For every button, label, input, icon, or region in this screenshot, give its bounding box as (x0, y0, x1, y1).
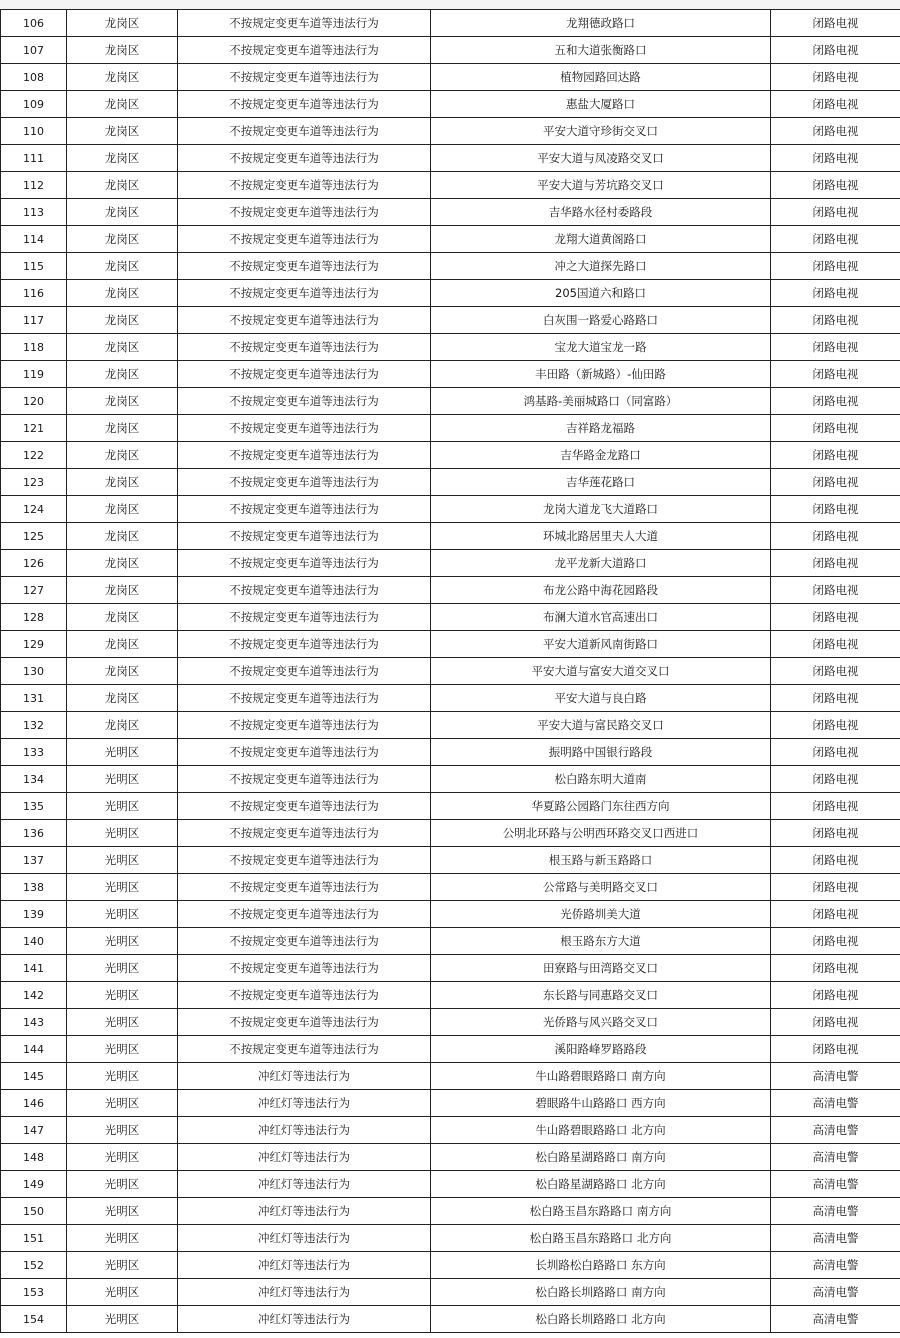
location-cell: 光侨路与风兴路交叉口 (431, 1009, 771, 1036)
table-row (1, 739, 900, 766)
district-cell: 光明区 (67, 1036, 178, 1063)
location-cell: 碧眼路牛山路路口 西方向 (431, 1090, 771, 1117)
violation-cell: 不按规定变更车道等违法行为 (178, 469, 431, 496)
row-number: 147 (1, 1117, 67, 1144)
table-row (1, 1306, 900, 1333)
table-row (1, 1171, 900, 1198)
row-number: 145 (1, 1063, 67, 1090)
location-cell: 205国道六和路口 (431, 280, 771, 307)
row-number: 118 (1, 334, 67, 361)
table-row (1, 1279, 900, 1306)
row-number: 122 (1, 442, 67, 469)
row-number: 127 (1, 577, 67, 604)
row-number: 134 (1, 766, 67, 793)
location-cell: 布澜大道水官高速出口 (431, 604, 771, 631)
location-cell: 平安大道新风南街路口 (431, 631, 771, 658)
row-number: 144 (1, 1036, 67, 1063)
violation-cell: 不按规定变更车道等违法行为 (178, 199, 431, 226)
row-number: 117 (1, 307, 67, 334)
device-cell: 闭路电视 (771, 631, 900, 658)
location-cell: 鸿基路-美丽城路口（同富路） (431, 388, 771, 415)
device-cell: 闭路电视 (771, 280, 900, 307)
violation-cell: 不按规定变更车道等违法行为 (178, 1009, 431, 1036)
district-cell: 龙岗区 (67, 388, 178, 415)
location-cell: 根玉路与新玉路路口 (431, 847, 771, 874)
row-number: 150 (1, 1198, 67, 1225)
device-cell: 闭路电视 (771, 172, 900, 199)
district-cell: 光明区 (67, 1117, 178, 1144)
row-number: 151 (1, 1225, 67, 1252)
device-cell: 高清电警 (771, 1063, 900, 1090)
table-row (1, 10, 900, 37)
device-cell: 闭路电视 (771, 145, 900, 172)
device-cell: 高清电警 (771, 1144, 900, 1171)
row-number: 119 (1, 361, 67, 388)
location-cell: 吉祥路龙福路 (431, 415, 771, 442)
violation-cell: 不按规定变更车道等违法行为 (178, 712, 431, 739)
location-cell: 东长路与同惠路交叉口 (431, 982, 771, 1009)
table-row (1, 415, 900, 442)
device-cell: 闭路电视 (771, 820, 900, 847)
violation-cell: 不按规定变更车道等违法行为 (178, 847, 431, 874)
device-cell: 闭路电视 (771, 118, 900, 145)
location-cell: 吉华路金龙路口 (431, 442, 771, 469)
row-number: 154 (1, 1306, 67, 1333)
violation-cell: 不按规定变更车道等违法行为 (178, 550, 431, 577)
violation-cell: 不按规定变更车道等违法行为 (178, 37, 431, 64)
device-cell: 高清电警 (771, 1117, 900, 1144)
row-number: 140 (1, 928, 67, 955)
row-number: 142 (1, 982, 67, 1009)
device-cell: 闭路电视 (771, 739, 900, 766)
device-cell: 高清电警 (771, 1225, 900, 1252)
location-cell: 平安大道与凤凌路交叉口 (431, 145, 771, 172)
row-number: 113 (1, 199, 67, 226)
district-cell: 光明区 (67, 901, 178, 928)
location-cell: 龙岗大道龙飞大道路口 (431, 496, 771, 523)
device-cell: 闭路电视 (771, 577, 900, 604)
table-row (1, 388, 900, 415)
district-cell: 龙岗区 (67, 496, 178, 523)
row-number: 129 (1, 631, 67, 658)
location-cell: 振明路中国银行路段 (431, 739, 771, 766)
table-row (1, 955, 900, 982)
row-number: 108 (1, 64, 67, 91)
table-row (1, 1117, 900, 1144)
table-row (1, 442, 900, 469)
violation-cell: 不按规定变更车道等违法行为 (178, 739, 431, 766)
location-cell: 吉华莲花路口 (431, 469, 771, 496)
location-cell: 松白路星湖路路口 北方向 (431, 1171, 771, 1198)
district-cell: 龙岗区 (67, 145, 178, 172)
location-cell: 龙翔德政路口 (431, 10, 771, 37)
device-cell: 闭路电视 (771, 37, 900, 64)
device-cell: 高清电警 (771, 1198, 900, 1225)
device-cell: 高清电警 (771, 1171, 900, 1198)
district-cell: 光明区 (67, 1306, 178, 1333)
row-number: 114 (1, 226, 67, 253)
table-row (1, 496, 900, 523)
location-cell: 龙翔大道黄阁路口 (431, 226, 771, 253)
district-cell: 光明区 (67, 739, 178, 766)
table-row (1, 982, 900, 1009)
table-row (1, 37, 900, 64)
district-cell: 龙岗区 (67, 550, 178, 577)
row-number: 146 (1, 1090, 67, 1117)
device-cell: 闭路电视 (771, 766, 900, 793)
row-number: 124 (1, 496, 67, 523)
location-cell: 惠盐大厦路口 (431, 91, 771, 118)
violation-cell: 不按规定变更车道等违法行为 (178, 91, 431, 118)
violation-cell: 冲红灯等违法行为 (178, 1225, 431, 1252)
table-row (1, 280, 900, 307)
violation-cell: 不按规定变更车道等违法行为 (178, 982, 431, 1009)
table-row (1, 712, 900, 739)
table-row (1, 469, 900, 496)
violation-cell: 冲红灯等违法行为 (178, 1144, 431, 1171)
location-cell: 公常路与美明路交叉口 (431, 874, 771, 901)
table-row (1, 793, 900, 820)
district-cell: 光明区 (67, 1009, 178, 1036)
device-cell: 闭路电视 (771, 253, 900, 280)
table-row (1, 577, 900, 604)
violation-cell: 不按规定变更车道等违法行为 (178, 658, 431, 685)
device-cell: 闭路电视 (771, 604, 900, 631)
district-cell: 龙岗区 (67, 37, 178, 64)
district-cell: 光明区 (67, 1225, 178, 1252)
device-cell: 闭路电视 (771, 91, 900, 118)
violation-cell: 不按规定变更车道等违法行为 (178, 307, 431, 334)
violation-cell: 不按规定变更车道等违法行为 (178, 442, 431, 469)
violation-cell: 冲红灯等违法行为 (178, 1198, 431, 1225)
row-number: 106 (1, 10, 67, 37)
district-cell: 光明区 (67, 874, 178, 901)
table-row (1, 550, 900, 577)
table-row (1, 658, 900, 685)
row-number: 110 (1, 118, 67, 145)
row-number: 111 (1, 145, 67, 172)
table-row (1, 145, 900, 172)
location-cell: 溪阳路峰罗路路段 (431, 1036, 771, 1063)
district-cell: 龙岗区 (67, 10, 178, 37)
location-cell: 平安大道与富安大道交叉口 (431, 658, 771, 685)
violation-cell: 冲红灯等违法行为 (178, 1090, 431, 1117)
violation-cell: 不按规定变更车道等违法行为 (178, 10, 431, 37)
row-number: 153 (1, 1279, 67, 1306)
table-row (1, 820, 900, 847)
device-cell: 高清电警 (771, 1090, 900, 1117)
district-cell: 光明区 (67, 1279, 178, 1306)
device-cell: 闭路电视 (771, 982, 900, 1009)
table-row (1, 1198, 900, 1225)
row-number: 131 (1, 685, 67, 712)
top-margin (0, 0, 900, 10)
row-number: 115 (1, 253, 67, 280)
table-row (1, 766, 900, 793)
district-cell: 龙岗区 (67, 334, 178, 361)
violation-cell: 不按规定变更车道等违法行为 (178, 928, 431, 955)
district-cell: 龙岗区 (67, 64, 178, 91)
location-cell: 宝龙大道宝龙一路 (431, 334, 771, 361)
district-cell: 光明区 (67, 1144, 178, 1171)
location-cell: 牛山路碧眼路路口 北方向 (431, 1117, 771, 1144)
table-row (1, 523, 900, 550)
violation-cell: 不按规定变更车道等违法行为 (178, 631, 431, 658)
location-cell: 松白路星湖路路口 南方向 (431, 1144, 771, 1171)
location-cell: 植物园路回达路 (431, 64, 771, 91)
violation-cell: 不按规定变更车道等违法行为 (178, 955, 431, 982)
device-cell: 闭路电视 (771, 658, 900, 685)
location-cell: 环城北路居里夫人大道 (431, 523, 771, 550)
district-cell: 龙岗区 (67, 631, 178, 658)
location-cell: 丰田路（新城路）-仙田路 (431, 361, 771, 388)
table-row (1, 64, 900, 91)
location-cell: 平安大道守珍街交叉口 (431, 118, 771, 145)
table-row (1, 928, 900, 955)
table-row (1, 631, 900, 658)
violation-cell: 不按规定变更车道等违法行为 (178, 253, 431, 280)
district-cell: 龙岗区 (67, 280, 178, 307)
location-cell: 平安大道与良白路 (431, 685, 771, 712)
device-cell: 闭路电视 (771, 442, 900, 469)
district-cell: 光明区 (67, 982, 178, 1009)
table-row (1, 1252, 900, 1279)
device-cell: 闭路电视 (771, 928, 900, 955)
row-number: 149 (1, 1171, 67, 1198)
device-cell: 闭路电视 (771, 874, 900, 901)
device-cell: 高清电警 (771, 1279, 900, 1306)
device-cell: 闭路电视 (771, 469, 900, 496)
table-row (1, 1225, 900, 1252)
table-row (1, 91, 900, 118)
violation-cell: 不按规定变更车道等违法行为 (178, 145, 431, 172)
row-number: 132 (1, 712, 67, 739)
district-cell: 龙岗区 (67, 226, 178, 253)
table-row (1, 1036, 900, 1063)
violation-cell: 冲红灯等违法行为 (178, 1306, 431, 1333)
location-cell: 松白路玉昌东路路口 南方向 (431, 1198, 771, 1225)
table-row (1, 1009, 900, 1036)
table-row (1, 874, 900, 901)
device-cell: 闭路电视 (771, 415, 900, 442)
district-cell: 龙岗区 (67, 442, 178, 469)
location-cell: 根玉路东方大道 (431, 928, 771, 955)
district-cell: 光明区 (67, 820, 178, 847)
district-cell: 龙岗区 (67, 658, 178, 685)
location-cell: 白灰围一路爱心路路口 (431, 307, 771, 334)
district-cell: 光明区 (67, 1252, 178, 1279)
row-number: 125 (1, 523, 67, 550)
district-cell: 龙岗区 (67, 685, 178, 712)
location-cell: 公明北环路与公明西环路交叉口西进口 (431, 820, 771, 847)
row-number: 148 (1, 1144, 67, 1171)
row-number: 120 (1, 388, 67, 415)
table-row (1, 1090, 900, 1117)
row-number: 135 (1, 793, 67, 820)
table-row (1, 199, 900, 226)
violation-cell: 不按规定变更车道等违法行为 (178, 118, 431, 145)
violation-cell: 不按规定变更车道等违法行为 (178, 334, 431, 361)
violation-cell: 不按规定变更车道等违法行为 (178, 793, 431, 820)
district-cell: 光明区 (67, 1171, 178, 1198)
location-cell: 五和大道张衡路口 (431, 37, 771, 64)
violation-cell: 不按规定变更车道等违法行为 (178, 604, 431, 631)
violation-cell: 不按规定变更车道等违法行为 (178, 415, 431, 442)
location-cell: 吉华路水径村委路段 (431, 199, 771, 226)
table-row (1, 1144, 900, 1171)
table-row (1, 172, 900, 199)
device-cell: 闭路电视 (771, 226, 900, 253)
district-cell: 光明区 (67, 928, 178, 955)
violation-cell: 冲红灯等违法行为 (178, 1279, 431, 1306)
row-number: 128 (1, 604, 67, 631)
device-cell: 闭路电视 (771, 793, 900, 820)
district-cell: 光明区 (67, 1063, 178, 1090)
table-row (1, 253, 900, 280)
device-cell: 闭路电视 (771, 496, 900, 523)
device-cell: 闭路电视 (771, 199, 900, 226)
district-cell: 龙岗区 (67, 577, 178, 604)
district-cell: 龙岗区 (67, 253, 178, 280)
violation-cell: 不按规定变更车道等违法行为 (178, 766, 431, 793)
row-number: 123 (1, 469, 67, 496)
table-row (1, 307, 900, 334)
device-cell: 闭路电视 (771, 334, 900, 361)
violation-cell: 不按规定变更车道等违法行为 (178, 523, 431, 550)
device-cell: 闭路电视 (771, 712, 900, 739)
violation-cell: 冲红灯等违法行为 (178, 1252, 431, 1279)
violation-cell: 不按规定变更车道等违法行为 (178, 685, 431, 712)
violation-cell: 冲红灯等违法行为 (178, 1063, 431, 1090)
violation-cell: 不按规定变更车道等违法行为 (178, 64, 431, 91)
row-number: 152 (1, 1252, 67, 1279)
location-cell: 田寮路与田湾路交叉口 (431, 955, 771, 982)
location-cell: 松白路长圳路路口 北方向 (431, 1306, 771, 1333)
device-cell: 闭路电视 (771, 1009, 900, 1036)
table-body (1, 10, 900, 1333)
row-number: 143 (1, 1009, 67, 1036)
location-cell: 布龙公路中海花园路段 (431, 577, 771, 604)
location-cell: 平安大道与富民路交叉口 (431, 712, 771, 739)
row-number: 107 (1, 37, 67, 64)
district-cell: 龙岗区 (67, 91, 178, 118)
device-cell: 闭路电视 (771, 64, 900, 91)
device-cell: 闭路电视 (771, 307, 900, 334)
location-cell: 牛山路碧眼路路口 南方向 (431, 1063, 771, 1090)
device-cell: 闭路电视 (771, 10, 900, 37)
table-row (1, 226, 900, 253)
row-number: 141 (1, 955, 67, 982)
row-number: 109 (1, 91, 67, 118)
violation-cell: 不按规定变更车道等违法行为 (178, 820, 431, 847)
row-number: 136 (1, 820, 67, 847)
row-number: 130 (1, 658, 67, 685)
district-cell: 龙岗区 (67, 172, 178, 199)
violation-cell: 冲红灯等违法行为 (178, 1171, 431, 1198)
location-cell: 松白路东明大道南 (431, 766, 771, 793)
violation-cell: 不按规定变更车道等违法行为 (178, 1036, 431, 1063)
row-number: 126 (1, 550, 67, 577)
device-cell: 闭路电视 (771, 847, 900, 874)
district-cell: 龙岗区 (67, 712, 178, 739)
row-number: 137 (1, 847, 67, 874)
violation-cell: 不按规定变更车道等违法行为 (178, 388, 431, 415)
table-row (1, 334, 900, 361)
violation-cell: 不按规定变更车道等违法行为 (178, 874, 431, 901)
location-cell: 冲之大道探先路口 (431, 253, 771, 280)
district-cell: 光明区 (67, 793, 178, 820)
table-row (1, 901, 900, 928)
district-cell: 龙岗区 (67, 604, 178, 631)
device-cell: 闭路电视 (771, 550, 900, 577)
table-row (1, 685, 900, 712)
district-cell: 龙岗区 (67, 415, 178, 442)
violation-location-table (0, 10, 900, 1333)
row-number: 121 (1, 415, 67, 442)
violation-cell: 冲红灯等违法行为 (178, 1117, 431, 1144)
district-cell: 龙岗区 (67, 307, 178, 334)
table-row (1, 604, 900, 631)
location-cell: 龙平龙新大道路口 (431, 550, 771, 577)
district-cell: 光明区 (67, 1090, 178, 1117)
row-number: 138 (1, 874, 67, 901)
location-cell: 平安大道与芳坑路交叉口 (431, 172, 771, 199)
violation-cell: 不按规定变更车道等违法行为 (178, 172, 431, 199)
violation-cell: 不按规定变更车道等违法行为 (178, 226, 431, 253)
device-cell: 闭路电视 (771, 901, 900, 928)
row-number: 112 (1, 172, 67, 199)
row-number: 116 (1, 280, 67, 307)
district-cell: 龙岗区 (67, 199, 178, 226)
row-number: 133 (1, 739, 67, 766)
district-cell: 光明区 (67, 955, 178, 982)
district-cell: 龙岗区 (67, 361, 178, 388)
district-cell: 光明区 (67, 1198, 178, 1225)
violation-cell: 不按规定变更车道等违法行为 (178, 901, 431, 928)
location-cell: 华夏路公园路门东往西方向 (431, 793, 771, 820)
device-cell: 闭路电视 (771, 388, 900, 415)
device-cell: 闭路电视 (771, 361, 900, 388)
device-cell: 闭路电视 (771, 955, 900, 982)
row-number: 139 (1, 901, 67, 928)
district-cell: 龙岗区 (67, 118, 178, 145)
location-cell: 松白路玉昌东路路口 北方向 (431, 1225, 771, 1252)
district-cell: 光明区 (67, 847, 178, 874)
violation-cell: 不按规定变更车道等违法行为 (178, 280, 431, 307)
device-cell: 闭路电视 (771, 685, 900, 712)
device-cell: 闭路电视 (771, 523, 900, 550)
device-cell: 高清电警 (771, 1306, 900, 1333)
violation-cell: 不按规定变更车道等违法行为 (178, 577, 431, 604)
location-cell: 松白路长圳路路口 南方向 (431, 1279, 771, 1306)
district-cell: 龙岗区 (67, 523, 178, 550)
location-cell: 光侨路圳美大道 (431, 901, 771, 928)
table-row (1, 1063, 900, 1090)
table-row (1, 118, 900, 145)
device-cell: 高清电警 (771, 1252, 900, 1279)
violation-cell: 不按规定变更车道等违法行为 (178, 496, 431, 523)
district-cell: 光明区 (67, 766, 178, 793)
table-row (1, 361, 900, 388)
district-cell: 龙岗区 (67, 469, 178, 496)
location-cell: 长圳路松白路路口 东方向 (431, 1252, 771, 1279)
table-row (1, 847, 900, 874)
violation-cell: 不按规定变更车道等违法行为 (178, 361, 431, 388)
device-cell: 闭路电视 (771, 1036, 900, 1063)
